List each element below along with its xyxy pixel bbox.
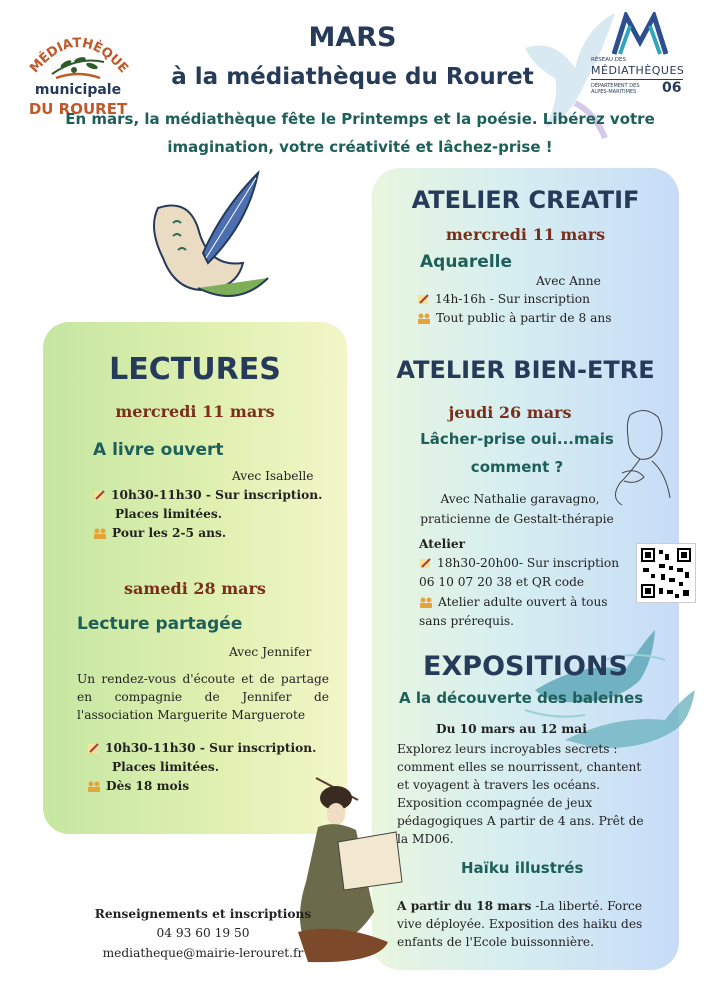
atelier-bien-etre-time: 18h30-20h00- Sur inscription [437, 556, 620, 570]
dept-number: 06 [662, 80, 682, 96]
expo1-desc: Explorez leurs incroyables secrets : comment elles se nourrissent, chantent et voyagent à travers les océans. Exposition ccompagnée de jeux pédagogiques A partir de 4 ans. Prêt de la MD06. [397, 742, 644, 846]
contact-phone: 04 93 60 19 50 [156, 926, 250, 940]
intro-line2: imagination, votre créativité et lâchez-prise ! [167, 138, 553, 156]
atelier-bien-etre-with1: Avec Nathalie garavagno, [440, 492, 600, 506]
dept-label: DÉPARTEMENT DES ALPES-MARITIMES [591, 83, 640, 95]
event2-time-row [87, 739, 316, 757]
atelier-creatif-public-row [417, 309, 612, 327]
expo2-text [397, 897, 655, 951]
event2-title: Lecture partagée [77, 614, 243, 634]
event2-places: Places limitées. [112, 760, 219, 774]
atelier-bien-etre-subtitle2: comment ? [470, 458, 564, 476]
logo-arc-text: MÉDIATHÈQUE [27, 35, 131, 77]
logo-line2: municipale [34, 82, 122, 98]
event1-with: Avec Isabelle [232, 469, 314, 483]
intro-line1: En mars, la médiathèque fête le Printemps et la poésie. Libérez votre [65, 110, 655, 128]
network-m-icon [612, 12, 668, 56]
atelier-bien-etre-public-row [419, 593, 608, 611]
page-subtitle: à la médiathèque du Rouret [171, 64, 534, 90]
lectures-date1: mercredi 11 mars [115, 402, 275, 421]
qr-code[interactable] [636, 543, 696, 603]
atelier-bien-etre-public2: sans prérequis. [419, 614, 515, 628]
lectures-date2: samedi 28 mars [124, 579, 266, 598]
atelier-bien-etre-time-row [419, 554, 619, 572]
event1-time-row [93, 486, 322, 504]
event2-public-row [87, 777, 189, 795]
expo2-title: Haïku illustrés [461, 859, 584, 877]
atelier-creatif-time-row [417, 290, 590, 308]
people-icon [87, 781, 101, 792]
atelier-bien-etre-phone: 06 10 07 20 38 et QR code [419, 575, 585, 589]
quill-scroll-icon [128, 168, 278, 318]
event1-public-row [93, 524, 226, 542]
logo-line3: DU ROURET [28, 100, 128, 118]
event2-public: Dès 18 mois [106, 779, 190, 793]
contact-label: Renseignements et inscriptions [94, 907, 312, 921]
expo2-desc: -La liberté. Force vive déployée. Exposition des haiku des enfants de l'Ecole buissonnière. [397, 899, 643, 949]
mediatheque-logo [18, 20, 138, 120]
atelier-creatif-time: 14h-16h - Sur inscription [435, 292, 590, 306]
atelier-bien-etre-subtitle1: Lâcher-prise oui...mais [420, 430, 614, 448]
atelier-creatif-subtitle: Aquarelle [420, 252, 512, 272]
people-icon [419, 597, 433, 608]
event1-time: 10h30-11h30 - Sur inscription. [111, 488, 323, 502]
olive-branch-icon [48, 52, 108, 80]
expositions-title: EXPOSITIONS [423, 651, 628, 682]
atelier-creatif-public: Tout public à partir de 8 ans [436, 311, 612, 325]
people-icon [417, 313, 431, 324]
pencil-icon [87, 743, 100, 754]
atelier-creatif-title: ATELIER CREATIF [411, 186, 640, 214]
people-icon [93, 528, 107, 539]
atelier-bien-etre-public1: Atelier adulte ouvert à tous [438, 595, 608, 609]
event2-time: 10h30-11h30 - Sur inscription. [105, 741, 317, 755]
page-title: MARS [308, 22, 397, 53]
expo1-dates: Du 10 mars au 12 mai [436, 722, 587, 736]
atelier-bien-etre-date: jeudi 26 mars [448, 403, 572, 422]
atelier-bien-etre-title: ATELIER BIEN-ETRE [396, 356, 655, 384]
mediatheques-label: MÉDIATHÈQUES [591, 64, 685, 77]
expo1-title: A la découverte des baleines [399, 689, 644, 707]
reseau-logo [588, 12, 688, 100]
pencil-icon [419, 558, 432, 569]
contact-email[interactable]: mediatheque@mairie-lerouret.fr [102, 946, 304, 960]
event2-desc: Un rendez-vous d'écoute et de partage en compagnie de Jennifer de l'association Marguerite Marguerote [77, 672, 329, 722]
event2-with: Avec Jennifer [229, 645, 312, 659]
qr-code-icon [637, 544, 695, 602]
pencil-icon [93, 490, 106, 501]
network-label: RÉSEAU DES [591, 57, 627, 63]
pencil-icon [417, 294, 430, 305]
atelier-bien-etre-label: Atelier [419, 537, 466, 551]
event1-title: A livre ouvert [93, 440, 224, 460]
event1-places: Places limitées. [115, 507, 222, 521]
atelier-creatif-date: mercredi 11 mars [445, 225, 606, 244]
atelier-bien-etre-with2: praticienne de Gestalt-thérapie [420, 512, 614, 526]
lectures-title: LECTURES [109, 352, 281, 387]
atelier-creatif-with: Avec Anne [536, 274, 601, 288]
event1-public: Pour les 2-5 ans. [112, 526, 227, 540]
expo2-date: A partir du 18 mars [397, 899, 532, 913]
